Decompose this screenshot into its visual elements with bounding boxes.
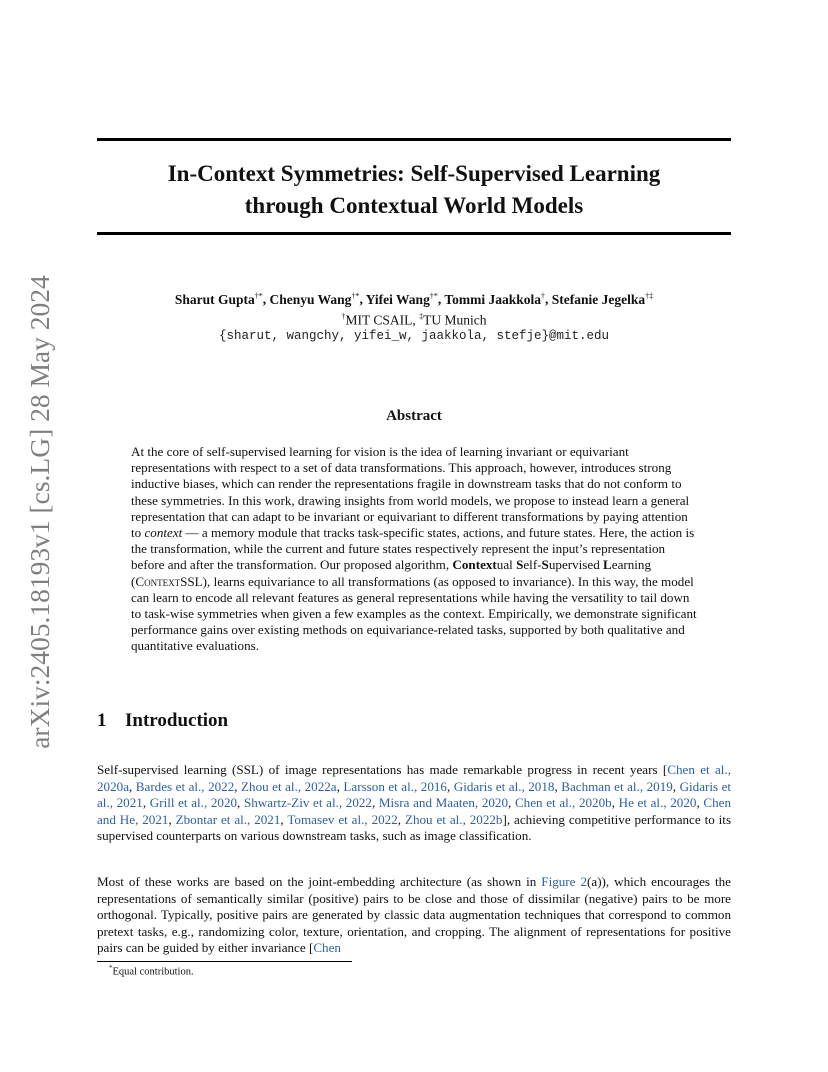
citation-link[interactable]: Chen — [313, 940, 341, 956]
intro-paragraph-1: Self-supervised learning (SSL) of image representations has made remarkable progress in recent years [Chen et al., 2020a, Bardes et al., 2022, Zhou et al., 2022a, Larsson et al., 2016, Gidaris et al., 2018, Bachman et al., 2019, Gidaris et al., 2021, Grill et al., 2020, Shwartz-Ziv et al., 2022, Misra and Maaten, 2020, Chen et al., 2020b, He et al., 2020, Chen and He, 2021, Zbontar et al., 2021, Tomasev et al., 2022, Zhou et al., 2022b], achieving competitive performance to its supervised counterparts on various downstream tasks, such as image classification. — [97, 762, 732, 844]
author: Stefanie Jegelka†‡ — [551, 291, 654, 307]
title-bottom-rule — [97, 232, 731, 235]
citation-link[interactable]: Bardes et al., 2022 — [135, 778, 235, 794]
arxiv-identifier-stamp: arXiv:2405.18193v1 [cs.LG] 28 May 2024 — [24, 275, 55, 749]
citation-link[interactable]: Tomasev et al., 2022 — [287, 811, 398, 827]
title-top-rule — [97, 138, 731, 141]
algorithm-name: Contextual Self-Supervised Learning — [452, 557, 652, 573]
footnote: *Equal contribution. — [109, 964, 194, 978]
affiliations: †MIT CSAIL, ‡TU Munich — [341, 311, 487, 327]
author-list: Sharut Gupta†*, Chenyu Wang†*, Yifei Wang†*, Tommi Jaakkola†, Stefanie Jegelka†‡ — [174, 291, 654, 307]
citation-link[interactable]: He et al., 2020 — [618, 795, 697, 811]
footnote-rule — [97, 961, 352, 962]
figure-reference-link[interactable]: Figure 2 — [541, 874, 588, 889]
citation-link[interactable]: Chen and He, 2021 — [97, 795, 732, 827]
citation-link[interactable]: Misra and Maaten, 2020 — [378, 795, 509, 811]
author: Yifei Wang†* — [365, 291, 438, 307]
author: Sharut Gupta†* — [174, 291, 263, 307]
title-line-2: through Contextual World Models — [244, 193, 584, 218]
author: Chenyu Wang†* — [269, 291, 360, 307]
intro-paragraph-2: Most of these works are based on the joint-embedding architecture (as shown in Figure 2(a)), which encourages the representations of semantically similar (positive) pairs to be close and those of dissimilar (negative) pairs to be more orthogonal. Typically, positive pairs are generated by classic data augmentation techniques that correspond to common pretext tasks, e.g., randomizing color, texture, orientation, and cropping. The alignment of representations for positive pairs can be guided by either invariance [Chen — [97, 874, 731, 956]
author-block — [97, 287, 731, 345]
section-heading-introduction: 1 Introduction — [97, 710, 229, 731]
citation-link[interactable]: Larsson et al., 2016 — [343, 778, 447, 794]
author: Tommi Jaakkola† — [444, 291, 545, 307]
abstract-text: At the core of self-supervised learning for vision is the idea of learning invariant or equivariant representations with respect to a set of data transformations. This approach, however, introduces strong inductive biases, which can render the representations fragile in downstream tasks that do not conform to these symmetries. In this work, drawing insights from world models, we propose to instead learn a general representation that can adapt to be invariant or equivariant to different transformations by paying attention to context — a memory module that tracks task-specific states, actions, and future states. Here, the action is the transformation, while the current and future states respectively represent the input’s representation before and after the transformation. Our proposed algorithm, Contextual Self-Supervised Learning (ContextSSL), learns equivariance to all transformations (as opposed to invariance). In this way, the model can learn to encode all relevant features as general representations while having the versatility to tail down to task-wise symmetries when given a few examples as the context. Empirically, we demonstrate significant performance gains over existing methods on equivariance-related tasks, supported by both qualitative and quantitative evaluations. — [131, 444, 697, 654]
abstract-heading: Abstract — [386, 408, 442, 424]
citation-link[interactable]: Shwartz-Ziv et al., 2022 — [243, 795, 372, 811]
citation-link[interactable]: Gidaris et al., 2021 — [97, 778, 732, 811]
citation-link[interactable]: Chen et al., 2020b — [514, 795, 612, 811]
citation-link[interactable]: Zhou et al., 2022a — [241, 778, 337, 794]
paper-title — [97, 158, 731, 222]
citation-link[interactable]: Gidaris et al., 2018 — [453, 778, 555, 794]
citation-link[interactable]: Zhou et al., 2022b — [404, 811, 503, 827]
citation-link[interactable]: Zbontar et al., 2021 — [175, 811, 281, 827]
citation-link[interactable]: Chen et al., 2020a — [97, 762, 731, 794]
author-emails: {sharut, wangchy, yifei_w, jaakkola, stefje}@mit.edu — [218, 329, 610, 343]
title-line-1: In-Context Symmetries: Self-Supervised Learning — [167, 161, 661, 186]
citation-link[interactable]: Bachman et al., 2019 — [561, 778, 673, 794]
citation-link[interactable]: Grill et al., 2020 — [149, 795, 238, 811]
